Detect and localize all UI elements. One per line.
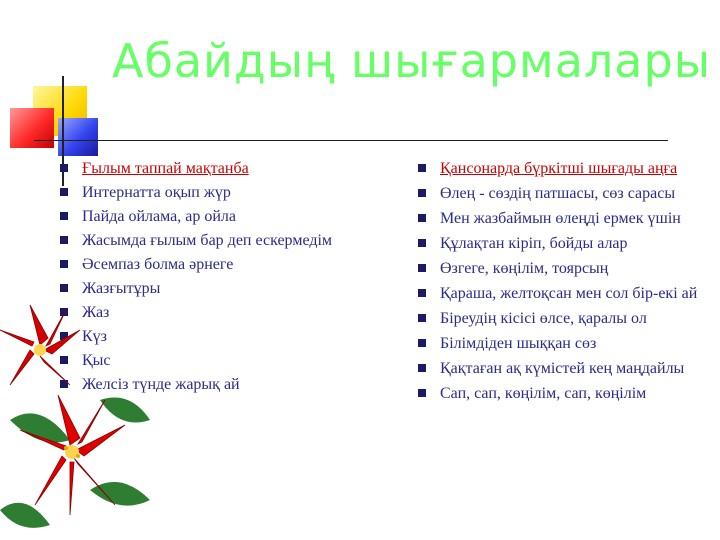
poem-title: Сап, сап, көңілім, сап, көңілім xyxy=(440,385,647,402)
bullet-icon xyxy=(418,364,426,372)
bullet-icon xyxy=(418,289,426,297)
bullet-icon xyxy=(418,164,426,172)
poem-title: Қақтаған ақ күмістей кең маңдайлы xyxy=(440,360,685,377)
decor-horizontal-line xyxy=(34,140,668,141)
bullet-icon xyxy=(418,264,426,272)
poem-list-item xyxy=(58,184,358,201)
poem-title: Қараша, желтоқсан мен сол бір-екі ай xyxy=(440,285,698,302)
bullet-icon xyxy=(418,214,426,222)
poinsettia-icon xyxy=(0,290,160,540)
poem-list-item xyxy=(416,310,706,327)
right-poem-list xyxy=(416,160,706,410)
decor-square-blue xyxy=(58,118,98,156)
poem-title: Құлақтан кіріп, бойды алар xyxy=(440,235,628,252)
bullet-icon xyxy=(418,239,426,247)
poem-list-item[interactable] xyxy=(416,160,706,177)
poem-list-item xyxy=(416,335,706,352)
bullet-icon xyxy=(60,164,68,172)
poem-list-item xyxy=(416,285,706,302)
bullet-icon xyxy=(418,339,426,347)
poem-list-item xyxy=(416,185,706,202)
bullet-icon xyxy=(418,314,426,322)
bullet-icon xyxy=(418,189,426,197)
poem-title: Жазғытұры xyxy=(82,280,161,297)
poem-title: Өлең - сөздің патшасы, сөз сарасы xyxy=(440,185,676,202)
poem-list-item[interactable] xyxy=(58,160,358,177)
poem-title: Әсемпаз болма әрнеге xyxy=(82,256,234,273)
poem-list-item xyxy=(416,260,706,277)
poem-title: Мен жазбаймын өлеңді ермек үшін xyxy=(440,210,681,227)
bullet-icon xyxy=(60,260,68,268)
poem-list-item xyxy=(416,360,706,377)
slide-title: Абайдың шығармалары xyxy=(112,34,712,88)
bullet-icon xyxy=(60,236,68,244)
poem-list-item xyxy=(416,385,706,402)
decor-square-red xyxy=(10,108,54,148)
bullet-icon xyxy=(60,212,68,220)
poem-title: Қыс xyxy=(82,352,111,369)
bullet-icon xyxy=(60,188,68,196)
poem-title: Жаз xyxy=(82,304,110,321)
poem-title: Пайда ойлама, ар ойла xyxy=(82,208,236,225)
poem-list-item xyxy=(58,232,358,249)
poem-list-item xyxy=(416,210,706,227)
poem-title: Білімдіден шыққан сөз xyxy=(440,335,597,352)
poem-list-item xyxy=(416,235,706,252)
poem-title: Жасымда ғылым бар деп ескермедім xyxy=(82,232,333,249)
bullet-icon xyxy=(418,389,426,397)
poem-link[interactable]: Қансонарда бүркітші шығады аңға xyxy=(440,160,678,177)
poem-title: Желсіз түнде жарық ай xyxy=(82,376,240,393)
poem-link[interactable]: Ғылым таппай мақтанба xyxy=(82,160,249,177)
poem-title: Күз xyxy=(82,328,107,345)
poem-list-item xyxy=(58,208,358,225)
poem-title: Интернатта оқып жүр xyxy=(82,184,231,201)
poem-list-item xyxy=(58,256,358,273)
poem-title: Өзгеге, көңілім, тоярсың xyxy=(440,260,609,277)
poem-title: Біреудің кісісі өлсе, қаралы ол xyxy=(440,310,647,327)
